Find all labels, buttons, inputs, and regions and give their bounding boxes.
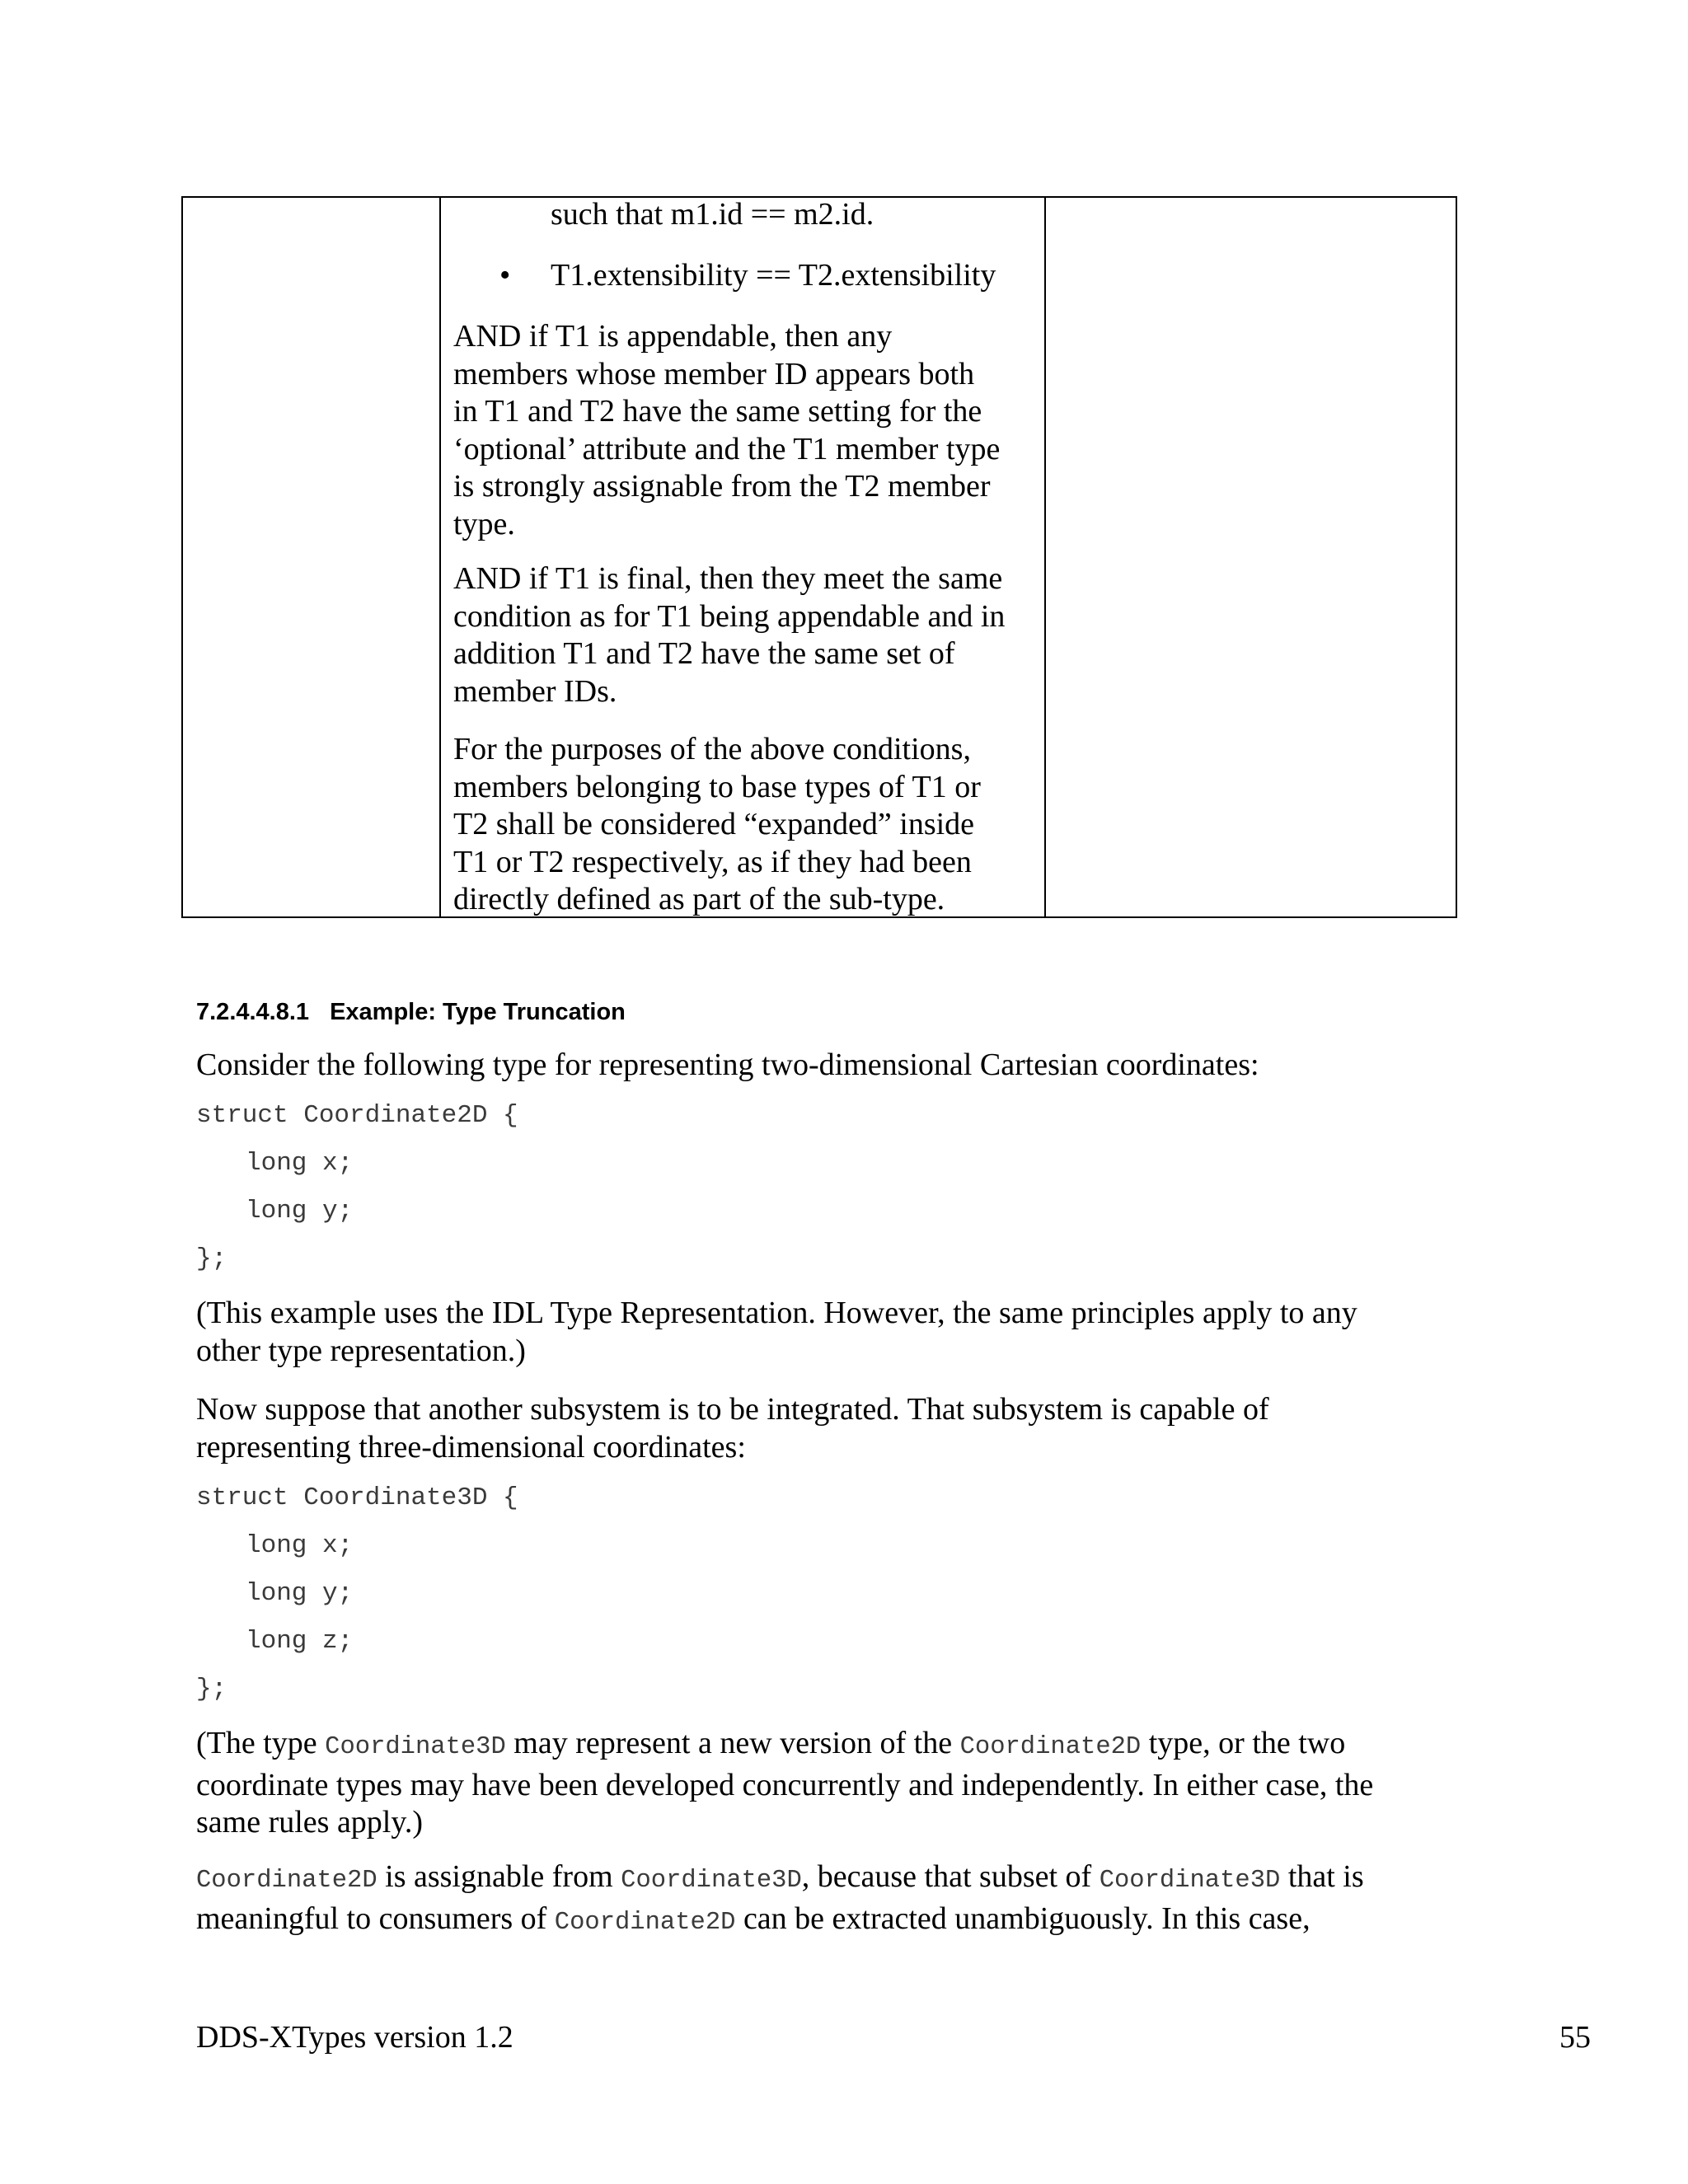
code-line: }; xyxy=(196,1675,227,1704)
table-cell-line: such that m1.id == m2.id. xyxy=(551,197,874,232)
footer-document-title: DDS-XTypes version 1.2 xyxy=(196,2020,513,2055)
section-number: 7.2.4.4.8.1 xyxy=(196,999,310,1025)
code-block-coordinate2d: struct Coordinate2D { xyxy=(196,1101,518,1130)
bullet-icon: • xyxy=(499,258,511,293)
paragraph-intro: Consider the following type for representing two-dimensional Cartesian coordinates: xyxy=(196,1047,1259,1082)
code-line: long y; xyxy=(246,1579,354,1608)
inline-code: Coordinate2D xyxy=(554,1908,736,1937)
code-line: long z; xyxy=(246,1627,354,1656)
paragraph-note-idl: (This example uses the IDL Type Representation. However, the same principles apply to any other type representation.) xyxy=(196,1296,1357,1368)
page-number: 55 xyxy=(1559,2020,1591,2055)
inline-code: Coordinate2D xyxy=(959,1733,1142,1761)
table-column-divider xyxy=(439,198,441,916)
paragraph-suppose: Now suppose that another subsystem is to be integrated. That subsystem is capable of representing three-dimensional coordinates: xyxy=(196,1392,1269,1465)
inline-code: Coordinate3D xyxy=(325,1733,506,1761)
inline-code: Coordinate2D xyxy=(196,1867,377,1895)
table-paragraph-purposes: For the purposes of the above conditions, members belonging to base types of T1 or T2 shall be considered “expanded” inside T1 or T2 respectively, as if they had been directly defined as part of the sub-type. xyxy=(453,732,981,916)
paragraph-assignable: Coordinate2D is assignable from Coordinate3D, because that subset of Coordinate3D that is meaningful to consumers of Coordinate2D can be extracted unambiguously. In this case, xyxy=(196,1859,1364,1937)
paragraph-note-versions: (The type Coordinate3D may represent a new version of the Coordinate2D type, or the two coordinate types may have been developed concurrently and independently. In either case, the same rules apply.) xyxy=(196,1726,1374,1840)
inline-code: Coordinate3D xyxy=(621,1867,802,1895)
code-line: long x; xyxy=(246,1149,354,1178)
code-block-coordinate3d: struct Coordinate3D { xyxy=(196,1483,518,1512)
inline-code: Coordinate3D xyxy=(1099,1867,1281,1895)
table-bullet-item: T1.extensibility == T2.extensibility xyxy=(551,258,996,293)
code-line: }; xyxy=(196,1244,227,1273)
table-paragraph-final: AND if T1 is final, then they meet the same condition as for T1 being appendable and in addition T1 and T2 have the same set of member IDs. xyxy=(453,561,1006,709)
table-paragraph-appendable: AND if T1 is appendable, then any members whose member ID appears both in T1 and T2 have the same setting for the ‘optional’ attribute and the T1 member type is strongly assignable from the T2 member type. xyxy=(453,319,1001,541)
code-line: long y; xyxy=(246,1197,354,1226)
section-heading xyxy=(196,997,626,1027)
table-column-divider xyxy=(1044,198,1046,916)
section-title: Example: Type Truncation xyxy=(330,999,626,1025)
code-line: long x; xyxy=(246,1531,354,1560)
